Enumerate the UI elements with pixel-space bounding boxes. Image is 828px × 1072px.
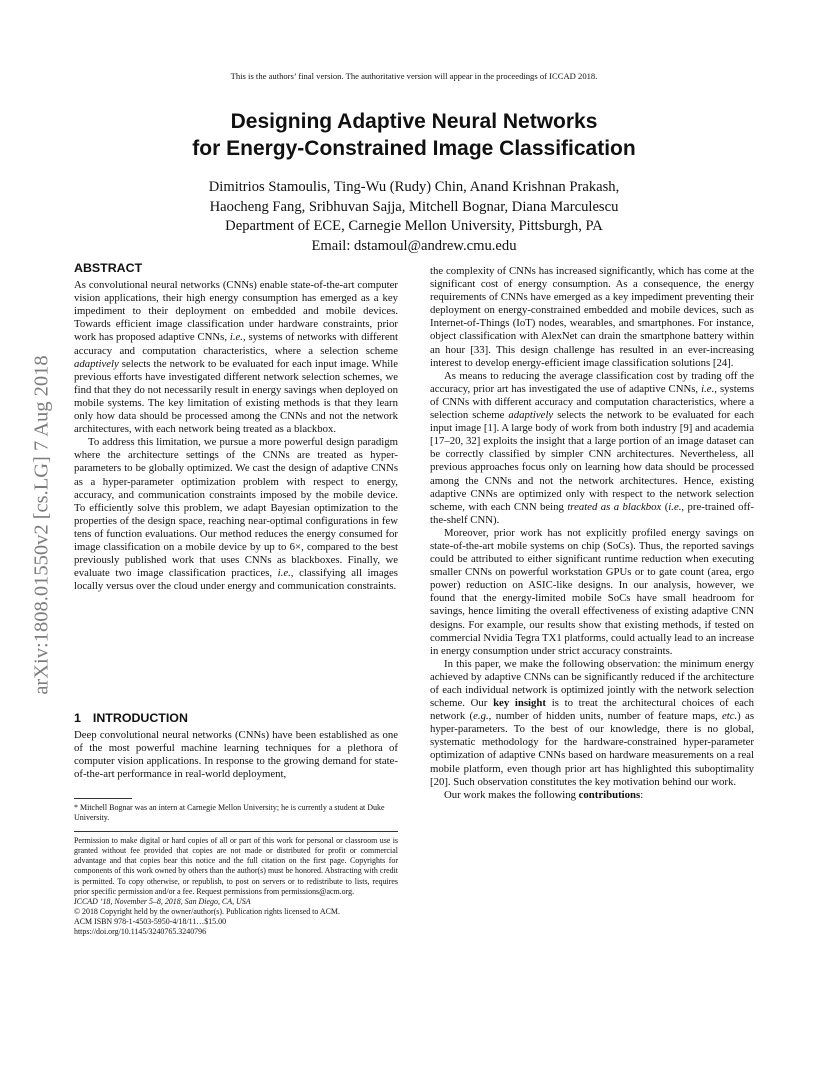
right-paragraph-5: Our work makes the following contributions: (444, 788, 644, 801)
authors-version-note: This is the authors’ final version. The authoritative version will appear in the proceedings of ICCAD 2018. (230, 71, 598, 81)
introduction-heading: 1 INTRODUCTION (74, 711, 188, 725)
abstract-paragraph-2: To address this limitation, we pursue a more powerful design paradigm where the architecture settings of the CNNs are treated as hyper-parameters to be globally optimized. We cast the design of adaptive CNNs as a hyper-parameter optimization problem with respect to energy, accuracy, and communication constraints imposed by the mobile device. To efficiently solve this problem, we adapt Bayesian optimization to the properties of the design space, reaching near-optimal configurations in few tens of function evaluations. Our method reduces the energy consumed for image classification on a mobile device by up to 6×, compared to the best previously published work that uses CNNs as blackboxes. Finally, we evaluate two image classification practices, i.e., classifying all images locally versus over the cloud under energy and communication constraints. (74, 436, 398, 593)
abstract-heading: ABSTRACT (74, 261, 143, 275)
footnote: * Mitchell Bognar was an intern at Carnegie Mellon University; he is currently a student at Duke University. (74, 803, 385, 823)
permission-text: Permission to make digital or hard copies of all or part of this work for personal or classroom use is granted without fee provided that copies are not made or distributed for profit or commercial advantage and that copies bear this notice and the full citation on the first page. Copyrights for components of this work owned by others than the author(s) must be honored. Abstracting with credit is permitted. To copy otherwise, or republish, to post on servers or to redistribute to lists, requires prior specific permission and/or a fee. Request permissions from permissions@acm.org. (74, 836, 398, 896)
arxiv-stamp (22, 290, 62, 760)
permission-block (74, 836, 398, 938)
permission-rule (74, 831, 398, 832)
author-email: Email: dstamoul@andrew.cmu.edu (311, 237, 517, 254)
author-line-2: Haocheng Fang, Sribhuvan Sajja, Mitchell Bognar, Diana Marculescu (209, 198, 619, 215)
affiliation: Department of ECE, Carnegie Mellon University, Pittsburgh, PA (225, 218, 603, 235)
introduction-paragraph-1: Deep convolutional neural networks (CNNs) have been established as one of the most powerful machine learning techniques for a plethora of computer vision applications. In response to the growing demand for state-of-the-art performance in real-world deployment, (74, 729, 398, 781)
right-paragraph-3: Moreover, prior work has not explicitly profiled energy savings on state-of-the-art mobile systems on chip (SoCs). Thus, the reported savings could be attributed to either significant runtime reduction when executing smaller CNNs on powerful workstation GPUs or to gate count (area, ergo power) reduction on ASIC-like designs. In our analysis, however, we found that the energy-limited mobile SoCs have small headroom for savings, hence limiting the overall effectiveness of existing adaptive CNN designs. For example, our results show that existing methods, if tested on commercial Nvidia Tegra TX1 platforms, could actually lead to an increase in energy consumption under strict accuracy constraints. (430, 526, 754, 657)
isbn-line: ACM ISBN 978-1-4503-5950-4/18/11…$15.00 (74, 917, 227, 927)
left-column (74, 262, 398, 593)
introduction-section (74, 712, 398, 781)
author-line-1: Dimitrios Stamoulis, Ting-Wu (Rudy) Chin, Anand Krishnan Prakash, (208, 179, 620, 195)
abstract-paragraph-1: As convolutional neural networks (CNNs) enable state-of-the-art computer vision applications, their high energy consumption has emerged as a key impediment to their deployment on embedded and mobile devices. Towards efficient image classification under hardware constraints, prior work has proposed adaptive CNNs, i.e., systems of networks with different accuracy and computation characteristics, where a selection scheme adaptively selects the network to be evaluated for each input image. While previous efforts have investigated different network selection schemes, we find that they do not necessarily result in energy savings when deployed on mobile systems. The key limitation of existing methods is that they learn only how data should be processed among the CNNs and not the network architectures, with each network being treated as a blackbox. (74, 279, 399, 436)
right-paragraph-1: the complexity of CNNs has increased significantly, which has come at the significant cost of energy consumption. As a consequence, the energy requirements of CNNs have emerged as a key impediment preventing their deployment on energy-constrained embedded and mobile devices, such as Internet-of-Things (IoT) nodes, wearables, and smartphones. For instance, object classification with AlexNet can drain the smartphone battery within an hour [33]. This design challenge has resulted in an ever-increasing interest to develop energy-efficient image classification solutions [24]. (430, 265, 754, 369)
doi-link[interactable]: https://doi.org/10.1145/3240765.3240796 (74, 927, 207, 937)
paper-title (0, 108, 828, 162)
right-column (430, 265, 754, 802)
footnote-rule (74, 798, 132, 799)
conference-info: ICCAD ’18, November 5–8, 2018, San Diego, CA, USA (74, 896, 251, 906)
right-paragraph-4: In this paper, we make the following observation: the minimum energy achieved by adaptive CNNs can be significantly reduced if the architecture of each individual network is optimized jointly with the network selection scheme. Our key insight is to treat the architectural choices of each network (e.g., number of hidden units, number of feature maps, etc.) as hyper-parameters. To the best of our knowledge, there is no global, systematic methodology for the hardware-constrained hyper-parameter optimization of adaptive CNNs based on hardware measurements on a real mobile platform, even though prior art has highlighted this suboptimality [20]. Such observation constitutes the key motivation behind our work. (430, 657, 755, 788)
title-line-1: Designing Adaptive Neural Networks (230, 110, 598, 133)
right-paragraph-2: As means to reducing the average classification cost by trading off the accuracy, prior art has investigated the use of adaptive CNNs, i.e., systems of CNNs with different accuracy and computation characteristics, where a selection scheme adaptively selects the network to be evaluated for each input image [1]. A large body of work from both industry [9] and academia [17–20, 32] exploits the insight that a large portion of an image dataset can be correctly classified by simpler CNN architectures. Nevertheless, all previous approaches focus only on learning how data should be processed among the CNNs and not the network architectures. Hence, existing adaptive CNNs are optimized only with respect to the network selection scheme, with each CNN being treated as a blackbox (i.e., pre-trained off-the-shelf CNN). (430, 369, 755, 526)
author-block (0, 178, 828, 256)
arxiv-stamp-text: arXiv:1808.01550v2 [cs.LG] 7 Aug 2018 (30, 355, 53, 695)
copyright-line: © 2018 Copyright held by the owner/author(s). Publication rights licensed to ACM. (74, 907, 340, 917)
title-line-2: for Energy-Constrained Image Classification (192, 137, 636, 160)
